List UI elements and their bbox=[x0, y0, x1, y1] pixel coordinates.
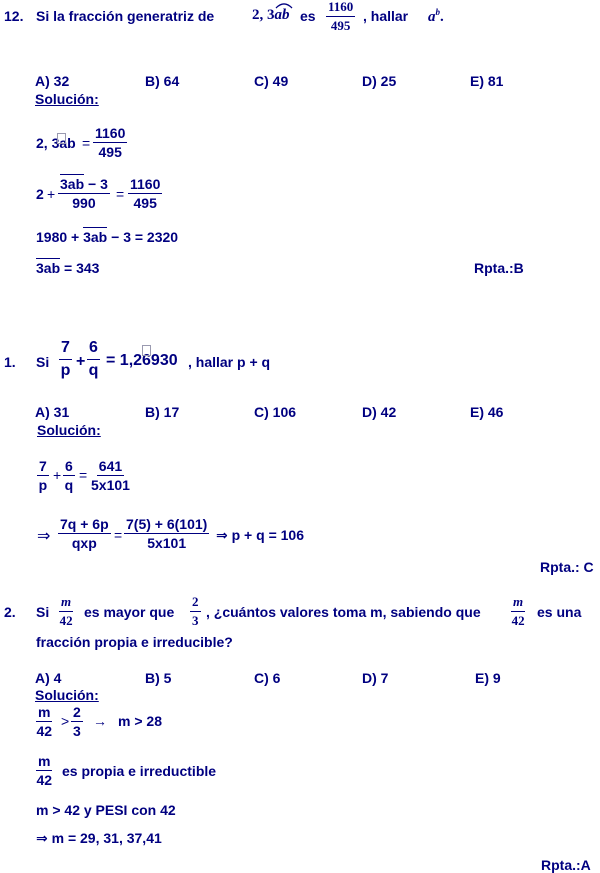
statement: es propia e irreductible bbox=[62, 763, 217, 779]
problem-stem: Si bbox=[36, 354, 50, 370]
fraction: $\frac{2}{3}$ bbox=[192, 594, 199, 628]
option: A) 32 bbox=[35, 73, 70, 89]
problem-stem: , ¿cuántos valores toma m, sabiendo que bbox=[206, 604, 481, 620]
option: E) 9 bbox=[475, 670, 501, 686]
problem-stem: Si la fracción generatriz de bbox=[36, 8, 215, 24]
answer: Rpta.: C bbox=[540, 559, 594, 575]
result: ⇒ p + q = 106 bbox=[216, 527, 304, 543]
missing-glyph-icon bbox=[57, 133, 66, 144]
problem-stem: es mayor que bbox=[84, 604, 175, 620]
problem-stem: es bbox=[300, 8, 316, 24]
answer: Rpta.:B bbox=[474, 260, 524, 276]
option: A) 31 bbox=[35, 404, 70, 420]
fraction: $\frac{1160}{495}$ bbox=[328, 0, 354, 33]
option: B) 5 bbox=[145, 670, 172, 686]
problem-stem: , hallar bbox=[363, 8, 409, 24]
option: A) 4 bbox=[35, 670, 62, 686]
missing-glyph-icon bbox=[142, 345, 151, 356]
plus-sign: + bbox=[53, 467, 62, 483]
implies-arrow-icon: ⇒ bbox=[37, 528, 51, 545]
option: B) 64 bbox=[145, 73, 180, 89]
fraction: $\frac{641}{5x101}$ bbox=[91, 458, 130, 493]
option: C) 6 bbox=[254, 670, 281, 686]
plus-sign: + bbox=[47, 186, 56, 202]
problem-number: 1. bbox=[4, 354, 16, 370]
equation-line: 1980 + 3ab − 3 = 2320 bbox=[36, 229, 179, 245]
fraction: $\frac{7}{p}$ bbox=[38, 458, 48, 493]
solution-label: Solución: bbox=[35, 687, 99, 703]
option: D) 25 bbox=[362, 73, 397, 89]
periodic-arc-icon bbox=[275, 1, 293, 9]
equation-value: = 1,26930 bbox=[106, 352, 178, 369]
fraction: $\frac{6}{q}$ bbox=[88, 339, 99, 379]
option: D) 7 bbox=[362, 670, 389, 686]
fraction: $\frac{m}{42}$ bbox=[36, 704, 53, 739]
fraction: $\frac{3ab - 3}{990}$ bbox=[60, 176, 108, 211]
equals-sign: = bbox=[114, 527, 123, 543]
fraction: $\frac{1160}{495}$ bbox=[95, 125, 126, 160]
fraction: $\frac{6}{q}$ bbox=[64, 458, 74, 493]
solution-label: Solución: bbox=[35, 91, 99, 107]
option: C) 106 bbox=[254, 404, 297, 420]
option: B) 17 bbox=[145, 404, 180, 420]
equation-line: 3ab = 343 bbox=[36, 260, 100, 276]
equation-left: 2, 3ab bbox=[36, 135, 76, 151]
fraction: $\frac{m}{42}$ bbox=[59, 594, 73, 628]
statement: ⇒ m = 29, 31, 37,41 bbox=[36, 830, 162, 846]
equation-term: 2 bbox=[36, 186, 44, 202]
solution-label: Solución: bbox=[37, 422, 101, 438]
fraction: $\frac{7(5) + 6(101)}{5x101}$ bbox=[126, 516, 208, 551]
fraction: $\frac{7}{p}$ bbox=[60, 339, 71, 379]
greater-than-sign: > bbox=[61, 713, 70, 729]
fraction: $\frac{1160}{495}$ bbox=[130, 176, 161, 211]
plus-sign: + bbox=[76, 353, 86, 370]
problem-number: 12. bbox=[4, 8, 24, 24]
power: $a^b$. bbox=[428, 7, 444, 25]
statement: m > 42 y PESI con 42 bbox=[36, 802, 176, 818]
option: C) 49 bbox=[254, 73, 289, 89]
option: E) 46 bbox=[470, 404, 504, 420]
fraction: $\frac{m}{42}$ bbox=[36, 753, 53, 788]
option: D) 42 bbox=[362, 404, 397, 420]
problem-stem: fracción propia e irreducible? bbox=[36, 634, 233, 650]
equals-sign: = bbox=[116, 186, 125, 202]
equals-sign: = bbox=[79, 467, 88, 483]
option: E) 81 bbox=[470, 73, 504, 89]
fraction: $\frac{m}{42}$ bbox=[511, 594, 525, 628]
fraction: $\frac{2}{3}$ bbox=[73, 704, 81, 739]
equals-sign: = bbox=[82, 135, 91, 151]
answer: Rpta.:A bbox=[541, 857, 591, 873]
arrow-right-icon: → bbox=[93, 713, 107, 729]
result: m > 28 bbox=[118, 713, 162, 729]
fraction: 7q + 6p qxp bbox=[60, 516, 109, 551]
problem-stem: es una bbox=[537, 604, 582, 620]
periodic-decimal: 2, 3ab bbox=[252, 7, 290, 24]
problem-stem: , hallar p + q bbox=[188, 354, 271, 370]
problem-number: 2. bbox=[4, 604, 16, 620]
problem-stem: Si bbox=[36, 604, 50, 620]
